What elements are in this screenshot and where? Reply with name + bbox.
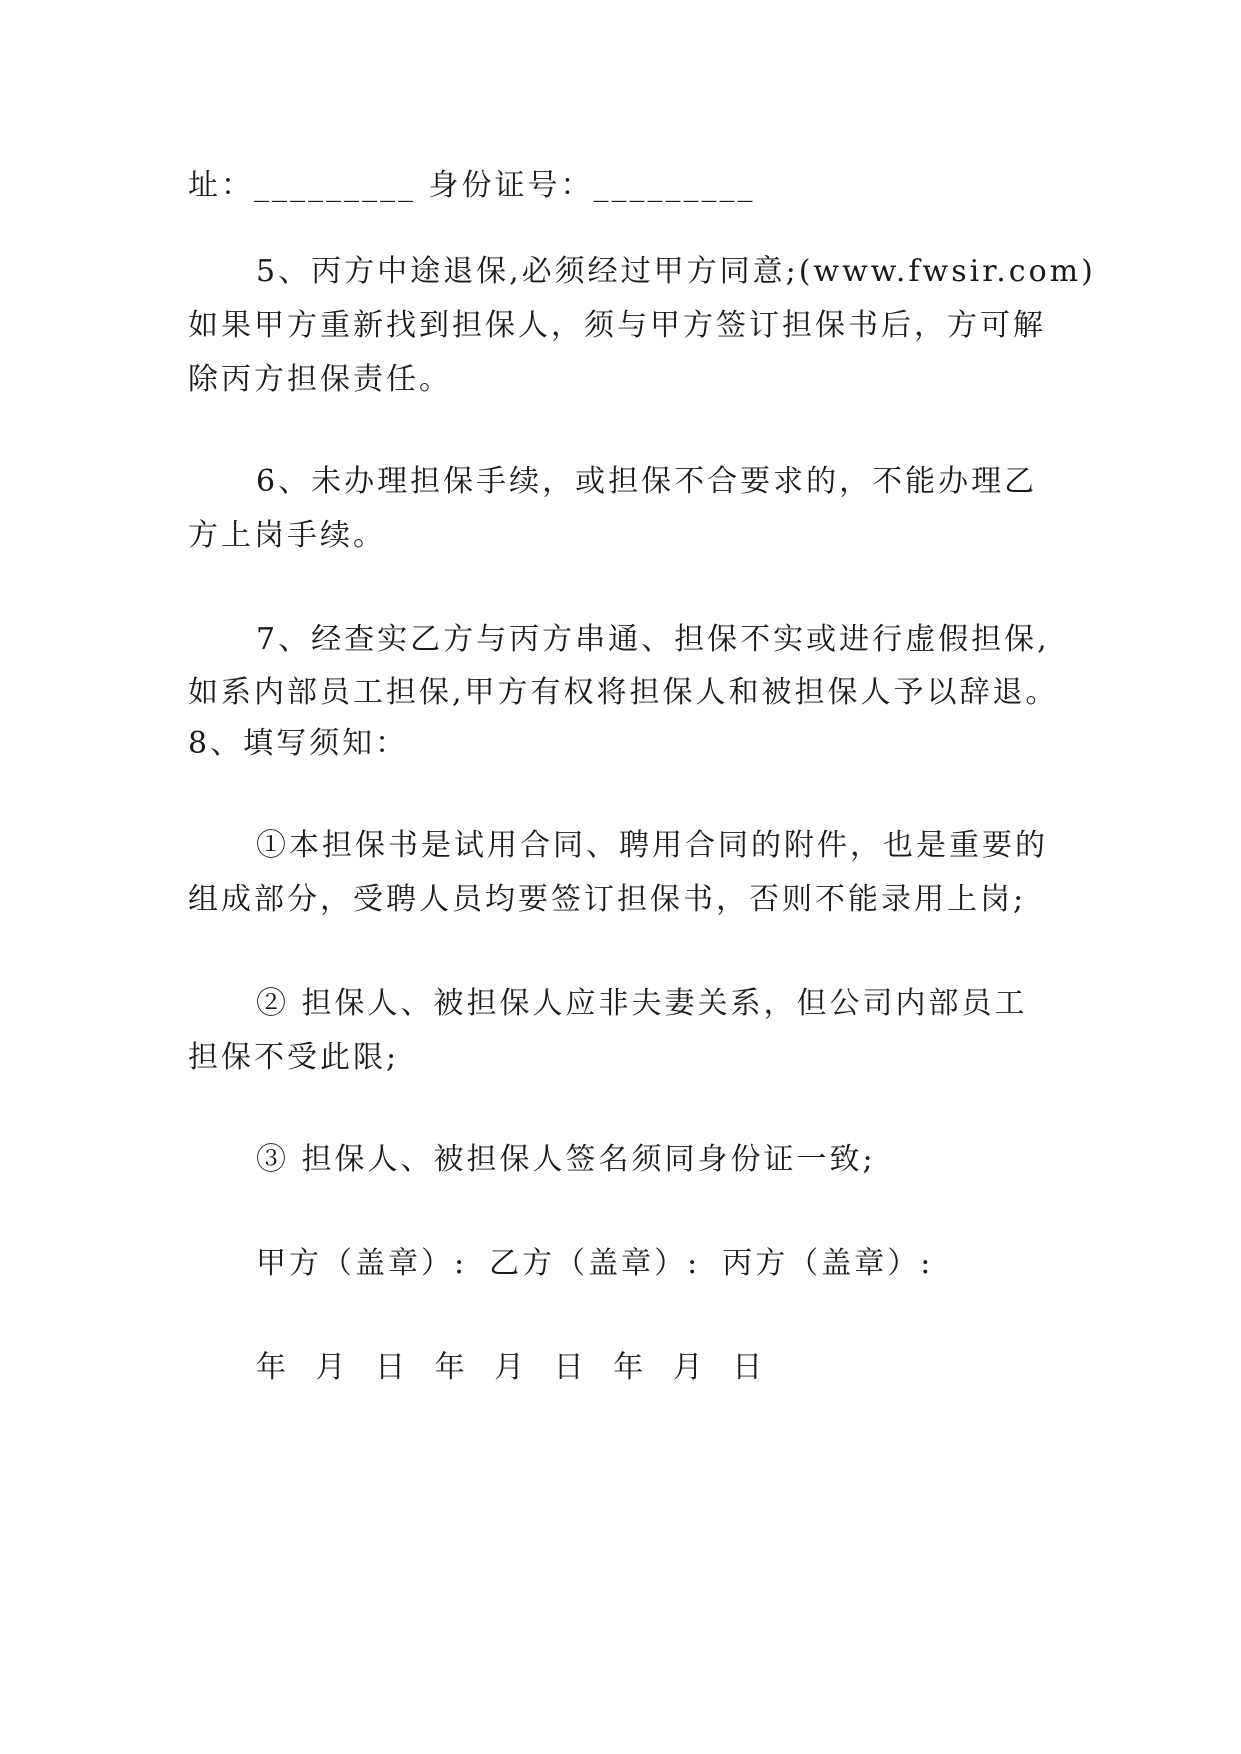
clause-6-line-1: 6、未办理担保手续，或担保不合要求的，不能办理乙 xyxy=(256,464,1038,499)
clause-5-line-1: 5、丙方中途退保,必须经过甲方同意;(www.fwsir.com) xyxy=(256,254,1096,289)
clause-5-line-2: 如果甲方重新找到担保人，须与甲方签订担保书后，方可解 xyxy=(188,308,1046,343)
party-b-seal-label: 乙方（盖章）: xyxy=(489,1246,701,1281)
clause-8-heading: 8、填写须知： xyxy=(188,726,409,761)
note-2-line-1: ② 担保人、被担保人应非夫妻关系，但公司内部员工 xyxy=(256,986,1028,1021)
date-line: 年 月 日 年 月 日 年 月 日 xyxy=(256,1350,773,1385)
clause-5-line-3: 除丙方担保责任。 xyxy=(188,362,452,397)
note-1-line-1: ①本担保书是试用合同、聘用合同的附件，也是重要的 xyxy=(256,828,1048,863)
clause-6-line-2: 方上岗手续。 xyxy=(188,518,386,553)
clause-7-line-2: 如系内部员工担保,甲方有权将担保人和被担保人予以辞退。 xyxy=(188,675,1059,710)
party-a-seal-label: 甲方（盖章）: xyxy=(256,1246,468,1281)
note-3-line: ③ 担保人、被担保人签名须同身份证一致; xyxy=(256,1142,876,1177)
seal-line xyxy=(256,1244,933,1284)
note-1-line-2: 组成部分，受聘人员均要签订担保书，否则不能录用上岗; xyxy=(188,882,1027,917)
address-id-line: 址：_________ 身份证号：_________ xyxy=(188,168,756,203)
note-2-line-2: 担保不受此限; xyxy=(188,1040,400,1075)
party-c-seal-label: 丙方（盖章）: xyxy=(722,1246,934,1281)
clause-7-line-1: 7、经查实乙方与丙方串通、担保不实或进行虚假担保, xyxy=(256,622,1050,657)
